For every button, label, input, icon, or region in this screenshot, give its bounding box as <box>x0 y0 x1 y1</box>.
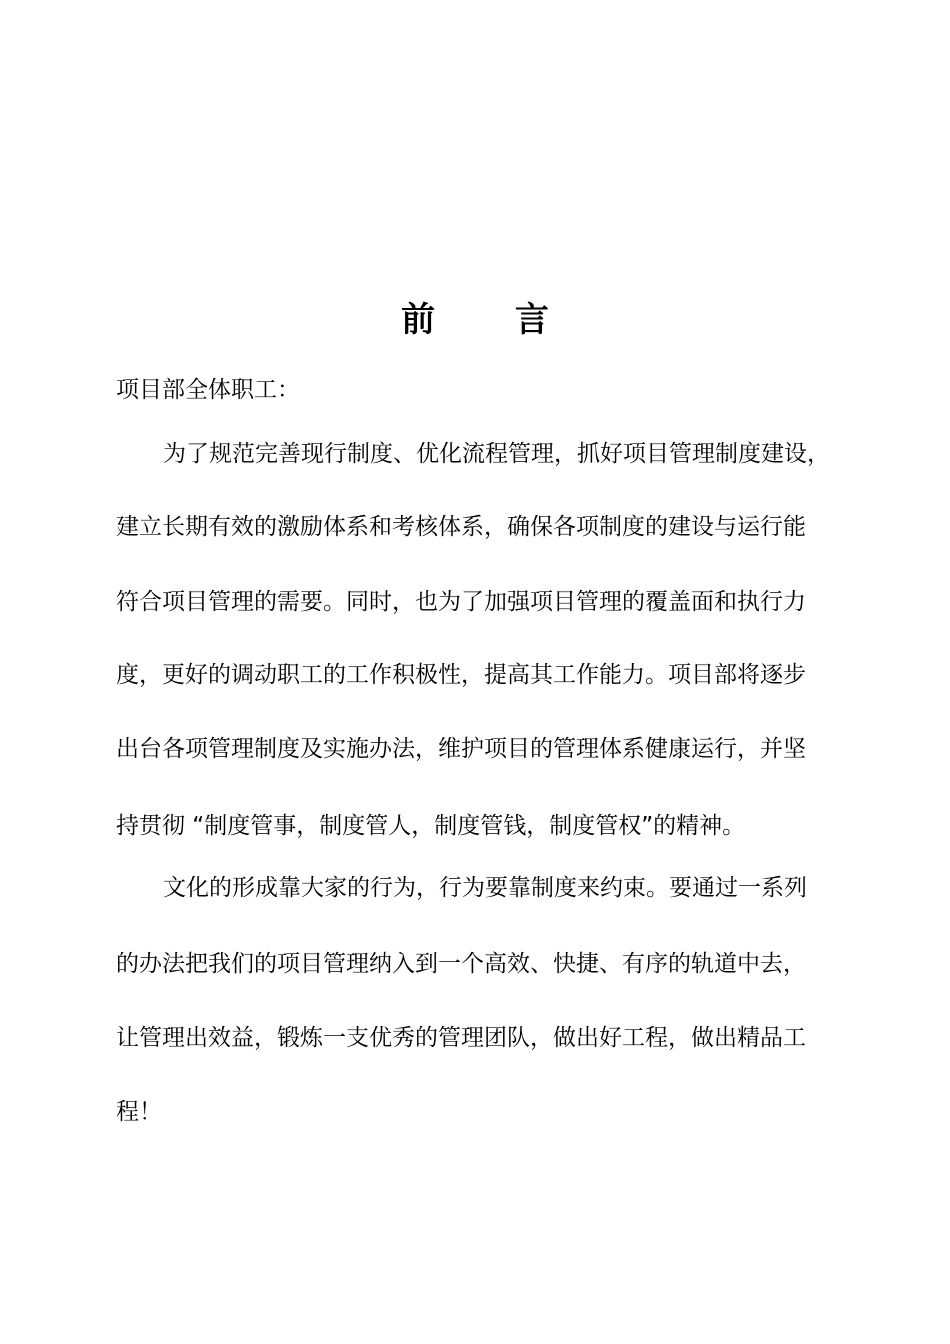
paragraph-1-line: 为了规范完善现行制度、优化流程管理，抓好项目管理制度建设， <box>163 441 830 467</box>
paragraph-1-line: 度，更好的调动职工的工作积极性，提高其工作能力。项目部将逐步 <box>116 662 806 688</box>
paragraph-1-line: 持贯彻 “制度管事，制度管人，制度管钱，制度管权”的精神。 <box>116 813 746 839</box>
paragraph-2-line: 程！ <box>116 1099 162 1125</box>
paragraph-1-line: 符合项目管理的需要。同时，也为了加强项目管理的覆盖面和执行力 <box>116 589 806 615</box>
paragraph-2-line: 的办法把我们的项目管理纳入到一个高效、快捷、有序的轨道中去， <box>116 951 806 977</box>
salutation: 项目部全体职工： <box>116 377 300 403</box>
page-title: 前 言 <box>401 300 583 340</box>
paragraph-1-line: 建立长期有效的激励体系和考核体系，确保各项制度的建设与运行能 <box>116 514 806 540</box>
paragraph-1-line: 出台各项管理制度及实施办法，维护项目的管理体系健康运行，并坚 <box>116 736 806 762</box>
paragraph-2-line: 文化的形成靠大家的行为，行为要靠制度来约束。要通过一系列 <box>163 875 807 901</box>
paragraph-2-line: 让管理出效益，锻炼一支优秀的管理团队，做出好工程，做出精品工 <box>116 1025 806 1051</box>
